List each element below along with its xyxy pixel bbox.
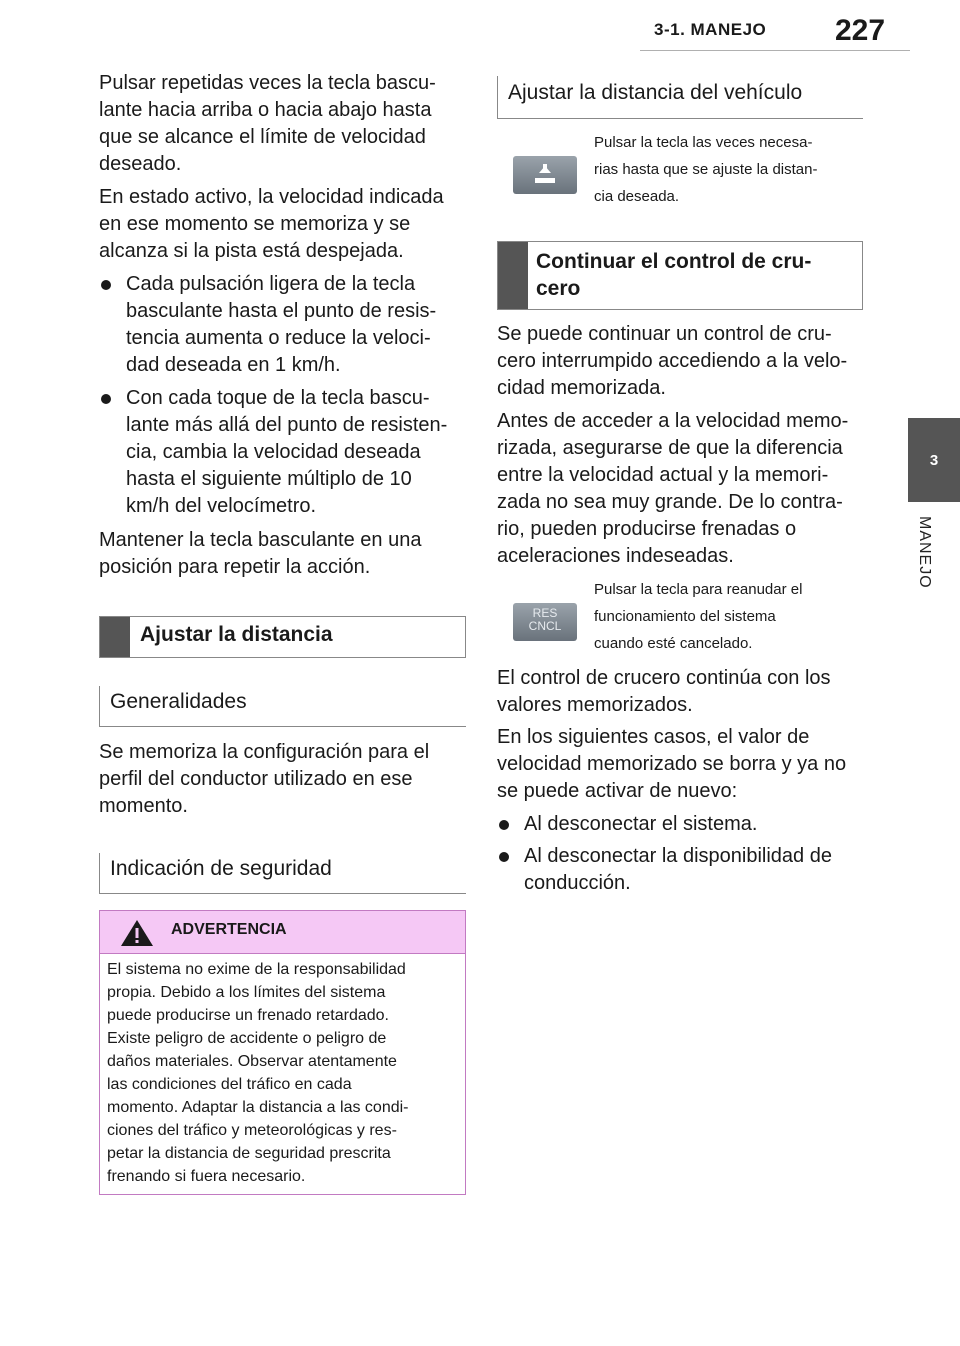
- page-number: 227: [835, 14, 886, 47]
- warning-triangle-icon: [120, 919, 154, 947]
- bullet-dot-icon: [101, 394, 111, 404]
- paragraph-8: En los siguientes casos, el valor de velocidad memorizado se borra y ya no se puede activar de nuevo:: [497, 726, 847, 802]
- section-title: 3-1. MANEJO: [654, 20, 767, 39]
- warning-box: [99, 910, 466, 1195]
- subheading-generalidades: Generalidades: [110, 690, 247, 713]
- warning-title: ADVERTENCIA: [171, 921, 287, 938]
- paragraph-6: Antes de acceder a la velocidad memo- rizada, asegurarse de que la diferencia entre la velocidad actual y la memori- zada no sea muy grande. De lo contra- rio, pueden producirse frenadas o aceleraciones indeseadas.: [497, 410, 849, 567]
- paragraph-7: El control de crucero continúa con los valores memorizados.: [497, 667, 831, 716]
- icon2-description: Pulsar la tecla para reanudar el funcionamiento del sistema cuando esté cancelado.: [594, 581, 803, 652]
- subheading-ajustar-distancia-vehiculo: Ajustar la distancia del vehículo: [508, 81, 803, 104]
- bullet-dot-icon: [499, 820, 509, 830]
- res-cncl-button-icon: RES CNCL: [513, 603, 577, 641]
- icon1-description: Pulsar la tecla las veces necesa- rias hasta que se ajuste la distan- cia deseada.: [594, 134, 818, 205]
- paragraph-4: Se memoriza la configuración para el perfil del conductor utilizado en ese momento.: [99, 741, 430, 817]
- bullet-dot-icon: [499, 852, 509, 862]
- paragraph-2: En estado activo, la velocidad indicada en ese momento se memoriza y se alcanza si la pista está despejada.: [99, 186, 444, 262]
- chapter-tab: 3: [908, 418, 960, 502]
- heading-ajustar-distancia: Ajustar la distancia: [99, 616, 466, 658]
- distance-button-icon: [513, 156, 577, 194]
- bullet-dot-icon: [101, 280, 111, 290]
- subheading-indicacion-seguridad: Indicación de seguridad: [110, 857, 332, 880]
- warning-text: El sistema no exime de la responsabilidad propia. Debido a los límites del sistema puede producirse un frenado retardado. Existe peligro de accidente o peligro de daños materiales. Observar atentamente las condiciones del tráfico en cada momento. Adaptar la distancia a las condi- ciones del tráfico y meteorológicas y res- petar la distancia de seguridad prescrita frenando si fuera necesario.: [107, 961, 409, 1185]
- paragraph-5: Se puede continuar un control de cru- cero interrumpido accediendo a la velo- cidad memorizada.: [497, 323, 848, 399]
- heading-continuar-control: Continuar el control de cru- cero: [497, 241, 863, 310]
- chapter-label: MANEJO: [916, 516, 933, 589]
- paragraph-3: Mantener la tecla basculante en una posición para repetir la acción.: [99, 529, 422, 578]
- paragraph-1: Pulsar repetidas veces la tecla bascu- lante hacia arriba o hacia abajo hasta que se alcance el límite de velocidad deseado.: [99, 72, 436, 175]
- header-divider: [640, 50, 910, 51]
